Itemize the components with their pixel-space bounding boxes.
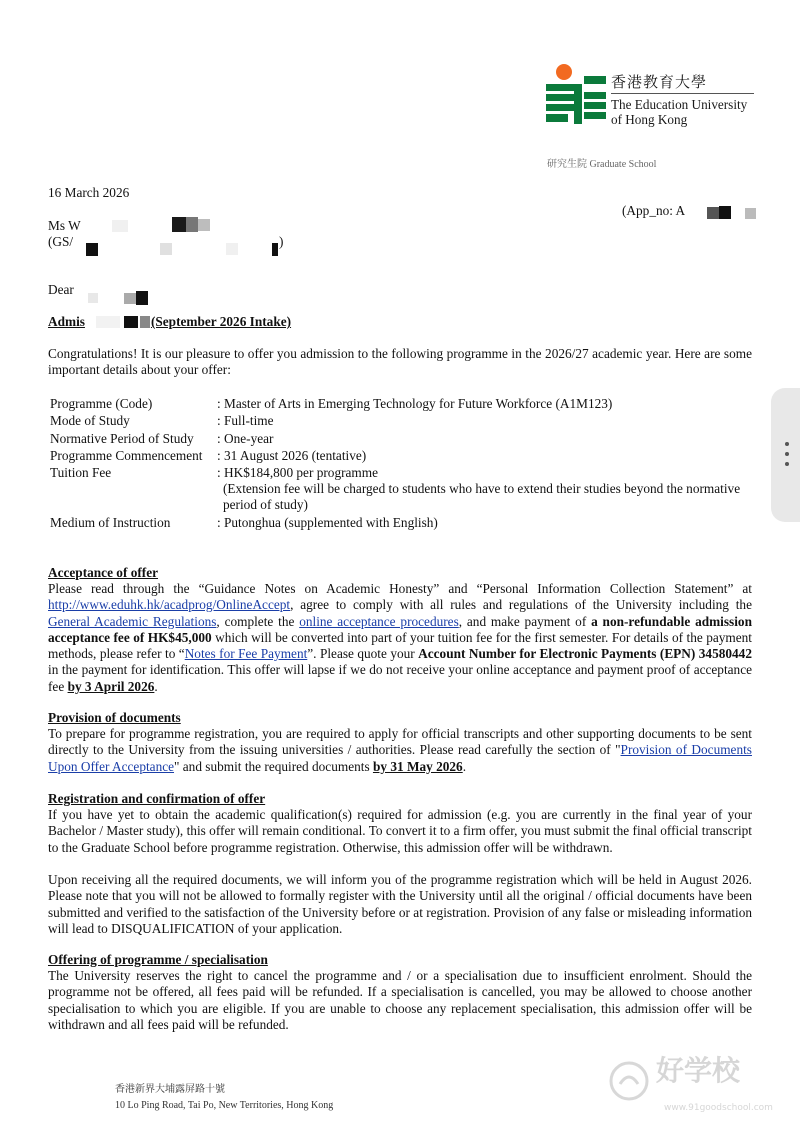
acceptance-title: Acceptance of offer bbox=[48, 565, 159, 580]
registration-title: Registration and confirmation of offer bbox=[48, 791, 266, 806]
eduhk-emblem-icon bbox=[544, 62, 610, 128]
online-acceptance-procedures-link[interactable]: online acceptance procedures bbox=[299, 613, 459, 629]
school-cn: 研究生院 bbox=[547, 159, 587, 170]
redaction-mark bbox=[88, 293, 98, 303]
watermark-url: www.91goodschool.com bbox=[664, 1103, 773, 1113]
redaction-mark bbox=[226, 243, 238, 255]
text-run: . bbox=[462, 758, 467, 774]
redaction-mark bbox=[136, 291, 148, 305]
text-run: , complete the bbox=[216, 613, 300, 629]
detail-value: : Full-time bbox=[217, 413, 274, 429]
handle-dot bbox=[785, 462, 789, 466]
detail-value: : One-year bbox=[217, 430, 274, 446]
redaction-mark bbox=[160, 243, 172, 255]
letter-date: 16 March 2026 bbox=[48, 185, 130, 200]
text-run: in the payment for identification. This offer will lapse if we do not receive your online acceptance and payment proof of acceptance fee bbox=[48, 662, 752, 694]
redaction-mark bbox=[140, 316, 150, 328]
detail-row bbox=[48, 514, 743, 531]
detail-value: : Master of Arts in Emerging Technology for Future Workforce (A1M123) bbox=[217, 396, 613, 411]
programme-details-table bbox=[48, 395, 743, 532]
subject-suffix: (September 2026 Intake) bbox=[150, 314, 292, 329]
detail-value: : 31 August 2026 (tentative) bbox=[217, 447, 367, 463]
redaction-mark bbox=[719, 206, 731, 219]
logo-english-line2: of Hong Kong bbox=[611, 112, 688, 127]
detail-value: (Extension fee will be charged to students who have to extend their studies beyond the normative period of study) bbox=[223, 481, 741, 513]
detail-label bbox=[48, 481, 215, 514]
detail-label: Programme Commencement bbox=[50, 447, 203, 463]
documents-deadline: by 31 May 2026 bbox=[372, 758, 463, 774]
detail-label: Normative Period of Study bbox=[50, 430, 194, 446]
school-en: Graduate School bbox=[589, 159, 657, 170]
university-logo bbox=[544, 62, 610, 128]
detail-label: Mode of Study bbox=[50, 413, 130, 429]
registration-paragraph-2: Upon receiving all the required documents, we will inform you of the programme registration which will be held in August 2026. Please note that you will not be allowed to formally register with the University until all the original / official documents have been submitted and verified to the satisfaction of the University before or at registration. Provision of any false or misleading information will lead to DISQUALIFICATION of your application. bbox=[48, 872, 752, 936]
documents-title: Provision of documents bbox=[48, 710, 181, 725]
detail-row bbox=[48, 464, 743, 481]
detail-row bbox=[48, 412, 743, 429]
detail-label: Medium of Instruction bbox=[50, 515, 171, 531]
detail-value: : HK$184,800 per programme bbox=[217, 465, 379, 481]
redaction-mark bbox=[745, 208, 756, 219]
redaction-mark bbox=[198, 219, 210, 231]
intro-paragraph: Congratulations! It is our pleasure to offer you admission to the following programme in the 2026/27 academic year. Here are some important details about your offer: bbox=[48, 346, 752, 378]
handle-dot bbox=[785, 442, 789, 446]
recipient-ref-close: ) bbox=[279, 234, 284, 249]
handle-dot bbox=[785, 452, 789, 456]
detail-row bbox=[48, 430, 743, 447]
subject-prefix: Admis bbox=[48, 314, 85, 329]
text-run: " and submit the required documents bbox=[174, 758, 373, 774]
logo-divider bbox=[611, 93, 754, 94]
application-number: (App_no: A bbox=[622, 203, 686, 218]
watermark-logo-icon bbox=[608, 1060, 650, 1102]
redaction-mark bbox=[186, 217, 198, 232]
general-academic-regulations-link[interactable]: General Academic Regulations bbox=[48, 613, 217, 629]
logo-english-line1: The Education University bbox=[611, 97, 748, 112]
acceptance-paragraph bbox=[48, 581, 752, 695]
acceptance-deadline: by 3 April 2026 bbox=[67, 678, 155, 694]
recipient-ref: (GS/ bbox=[48, 234, 74, 249]
documents-paragraph bbox=[48, 726, 752, 775]
text-run: , agree to comply with all rules and regulations of the University including the bbox=[290, 597, 752, 613]
epn-account-text: Account Number for Electronic Payments (EPN) 34580442 bbox=[418, 646, 752, 662]
subject-line bbox=[48, 314, 308, 330]
graduate-school-label bbox=[547, 157, 656, 173]
detail-row bbox=[48, 481, 743, 514]
redaction-mark bbox=[272, 243, 278, 256]
text-run: , and make payment of bbox=[458, 613, 592, 629]
text-run: which will be converted into part of your tuition fee for the first semester. For details of the payment methods, please refer to “ bbox=[48, 629, 752, 662]
text-run: . bbox=[154, 678, 158, 694]
redaction-mark bbox=[96, 316, 120, 328]
registration-paragraph-1: If you have yet to obtain the academic qualification(s) required for admission (e.g. you are currently in the final year of your Bachelor / Master study), this offer will remain conditional. To convert it to a firm offer, you must submit the final official transcript to the Graduate School before programme registration. Otherwise, this admission offer will be withdrawn. bbox=[48, 807, 752, 855]
detail-value: : Putonghua (supplemented with English) bbox=[217, 515, 438, 531]
footer-address-en: 10 Lo Ping Road, Tai Po, New Territories, Hong Kong bbox=[115, 1100, 334, 1111]
offering-paragraph: The University reserves the right to cancel the programme and / or a specialisation due to insufficient enrolment. Should the programme not be offered, all fees paid will be refunded. If a specialisation is cancelled, you may be allowed to choose another specialisation to which you are eligible. If you are unable to choose any replacement specialisation, this admission offer will be withdrawn and all fees paid will be refunded. bbox=[48, 968, 752, 1032]
recipient-name: Ms W bbox=[48, 218, 81, 233]
offering-title: Offering of programme / specialisation bbox=[48, 952, 268, 967]
detail-label: Programme (Code) bbox=[50, 396, 153, 411]
text-run: To prepare for programme registration, you are required to apply for official transcripts and other supporting documents to be sent directly to the University from the issuing universities / authorities. Please read carefully the section of " bbox=[48, 726, 752, 758]
provision-of-documents-link[interactable]: Provision of Documents Upon Offer Acceptance bbox=[48, 742, 752, 774]
watermark-brand: 好学校 bbox=[656, 1054, 741, 1087]
online-accept-link[interactable]: http://www.eduhk.hk/acadprog/OnlineAccept bbox=[48, 597, 291, 613]
redaction-mark bbox=[172, 217, 186, 232]
redaction-mark bbox=[86, 243, 98, 256]
salutation: Dear bbox=[48, 282, 74, 297]
detail-label: Tuition Fee bbox=[50, 465, 112, 481]
redaction-mark bbox=[124, 316, 138, 328]
notes-for-fee-payment-link[interactable]: Notes for Fee Payment bbox=[184, 646, 308, 662]
detail-row bbox=[48, 395, 743, 412]
logo-chinese-name: 香港教育大學 bbox=[611, 73, 708, 91]
text-run: ”. Please quote your bbox=[307, 646, 419, 662]
detail-row bbox=[48, 447, 743, 464]
redaction-mark bbox=[112, 220, 128, 232]
redaction-mark bbox=[124, 293, 136, 304]
redaction-mark bbox=[707, 207, 719, 219]
text-run: Please read through the “Guidance Notes on Academic Honesty” and “Personal Information Collection Statement” at bbox=[48, 581, 752, 596]
footer-address-cn: 香港新界大埔露屏路十號 bbox=[115, 1084, 225, 1095]
acceptance-fee-text: a non-refundable admission acceptance fee of HK$45,000 bbox=[48, 613, 752, 645]
